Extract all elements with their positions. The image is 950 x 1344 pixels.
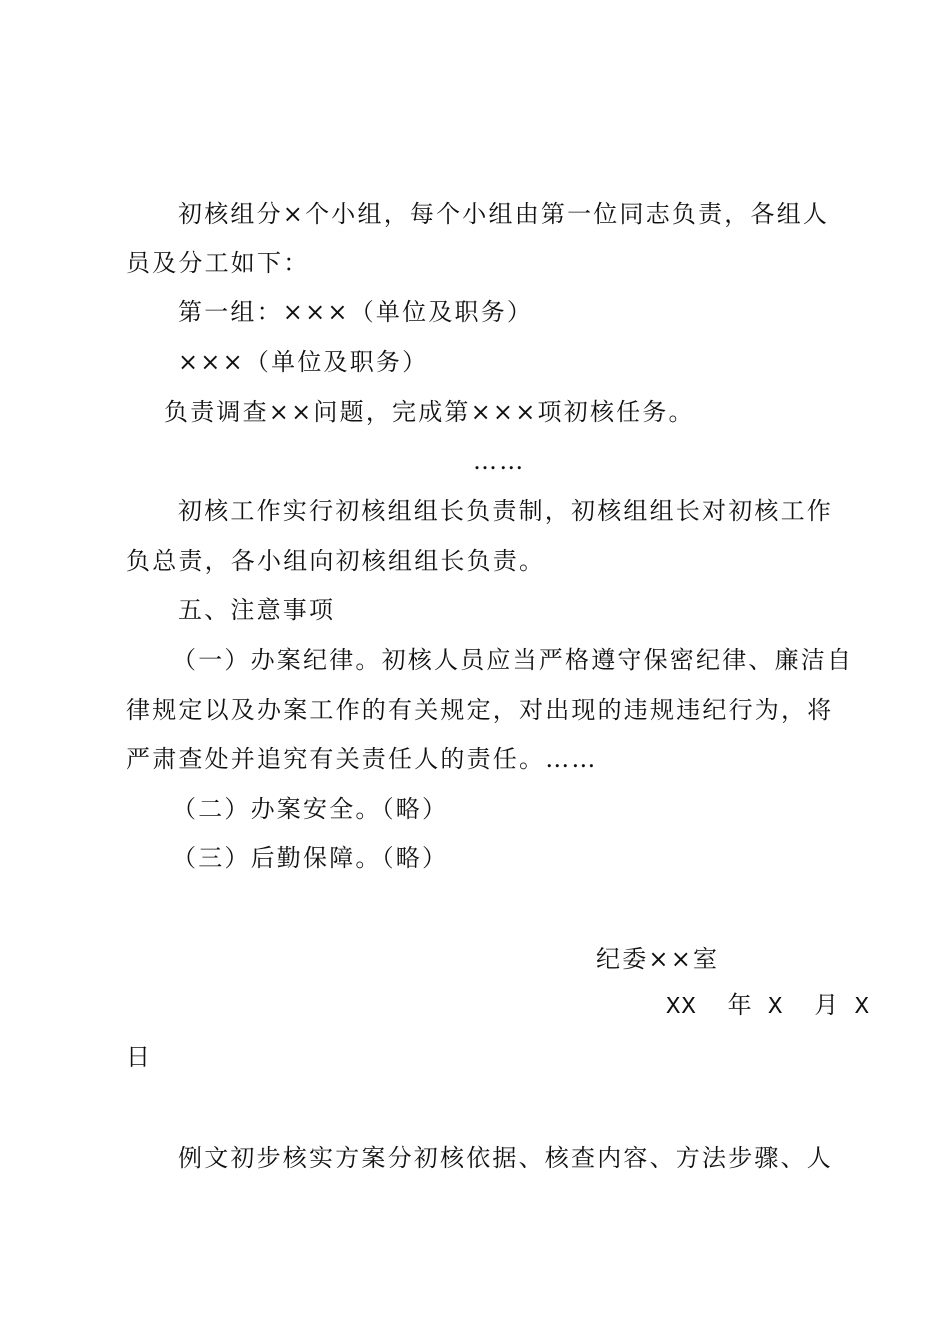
summary-paragraph: 例文初步核实方案分初核依据、核查内容、方法步骤、人 [178, 1144, 833, 1172]
list-item: （一）办案纪律。初核人员应当严格遵守保密纪律、廉洁自 [172, 646, 854, 674]
paragraph-line: 员及分工如下： [126, 249, 310, 277]
signature: 纪委××室 [596, 945, 720, 973]
list-item: （二）办案安全。（略） [172, 795, 449, 823]
paragraph-line: 初核工作实行初核组组长负责制，初核组组长对初核工作 [178, 497, 833, 525]
list-item: （三）后勤保障。（略） [172, 844, 449, 872]
section-title: 五、注意事项 [178, 596, 336, 624]
list-item-continued: 严肃查处并追究有关责任人的责任。…… [126, 745, 598, 773]
date-line: XX 年 X 月 X [666, 994, 871, 1021]
group-task: 负责调查××问题，完成第×××项初核任务。 [164, 398, 695, 426]
group-member: ×××（单位及职务） [178, 348, 429, 376]
ellipsis: …… [473, 447, 526, 475]
group-heading: 第一组：×××（单位及职务） [178, 298, 534, 326]
date-line: 日 [126, 1043, 153, 1071]
paragraph-line: 负总责，各小组向初核组组长负责。 [126, 547, 546, 575]
list-item-continued: 律规定以及办案工作的有关规定，对出现的违规违纪行为，将 [126, 696, 834, 724]
paragraph-line: 初核组分×个小组，每个小组由第一位同志负责，各组人 [178, 200, 830, 228]
